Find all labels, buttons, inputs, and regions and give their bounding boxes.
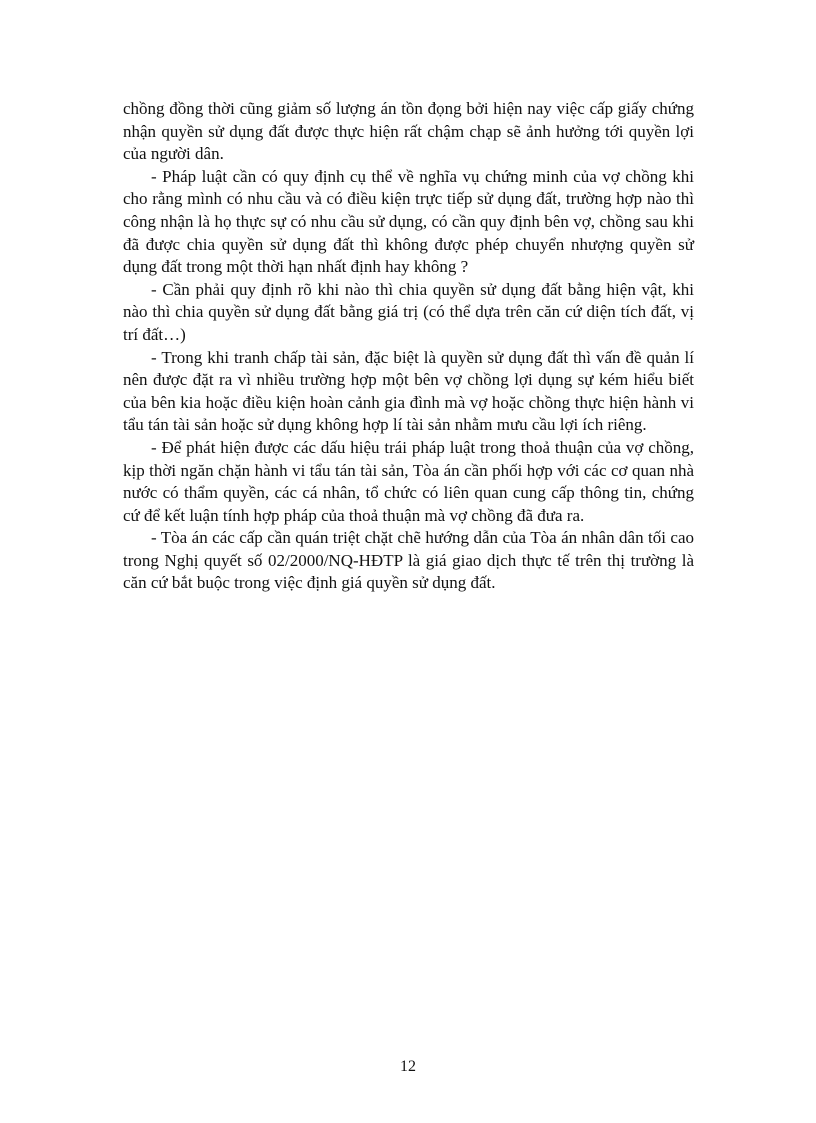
paragraph-division-method: - Cần phải quy định rõ khi nào thì chia quyền sử dụng đất bằng hiện vật, khi nào thì chia quyền sử dụng đất bằng giá trị (có thể dựa trên căn cứ diện tích đất, vị trí đất…) bbox=[123, 279, 694, 344]
paragraph-continuation: chồng đồng thời cũng giảm số lượng án tồn đọng bởi hiện nay việc cấp giấy chứng nhận quyền sử dụng đất được thực hiện rất chậm chạp sẽ ảnh hưởng tới quyền lợi của người dân. bbox=[123, 99, 694, 164]
body-text bbox=[123, 98, 694, 595]
paragraph-valuation-guidance: - Tòa án các cấp cần quán triệt chặt chẽ hướng dẫn của Tòa án nhân dân tối cao trong Nghị quyết số 02/2000/NQ-HĐTP là giá giao dịch thực tế trên thị trường là căn cứ bắt buộc trong việc định giá quyền sử dụng đất. bbox=[123, 528, 694, 593]
paragraph-asset-management: - Trong khi tranh chấp tài sản, đặc biệt là quyền sử dụng đất thì vấn đề quản lí nên được đặt ra vì nhiều trường hợp một bên vợ chồng lợi dụng sự kém hiểu biết của bên kia hoặc điều kiện hoàn cảnh gia đình mà vợ hoặc chồng thực hiện hành vi tẩu tán tài sản hoặc sử dụng không hợp lí tài sản nhằm mưu cầu lợi ích riêng. bbox=[123, 347, 694, 435]
page-number: 12 bbox=[400, 1058, 416, 1075]
paragraph-court-coordination: - Để phát hiện được các dấu hiệu trái pháp luật trong thoả thuận của vợ chồng, kịp thời ngăn chặn hành vi tẩu tán tài sản, Tòa án cần phối hợp với các cơ quan nhà nước có thẩm quyền, các cá nhân, tổ chức có liên quan cung cấp thông tin, chứng cứ để kết luận tính hợp pháp của thoả thuận mà vợ chồng đã đưa ra. bbox=[123, 437, 694, 525]
paragraph-proof-obligation: - Pháp luật cần có quy định cụ thể về nghĩa vụ chứng minh của vợ chồng khi cho rằng mình có nhu cầu và có điều kiện trực tiếp sử dụng đất, trường hợp nào thì công nhận là họ thực sự có nhu cầu sử dụng, có cần quy định bên vợ, chồng sau khi đã được chia quyền sử dụng đất thì không được phép chuyển nhượng quyền sử dụng đất trong một thời hạn nhất định hay không ? bbox=[123, 166, 694, 277]
